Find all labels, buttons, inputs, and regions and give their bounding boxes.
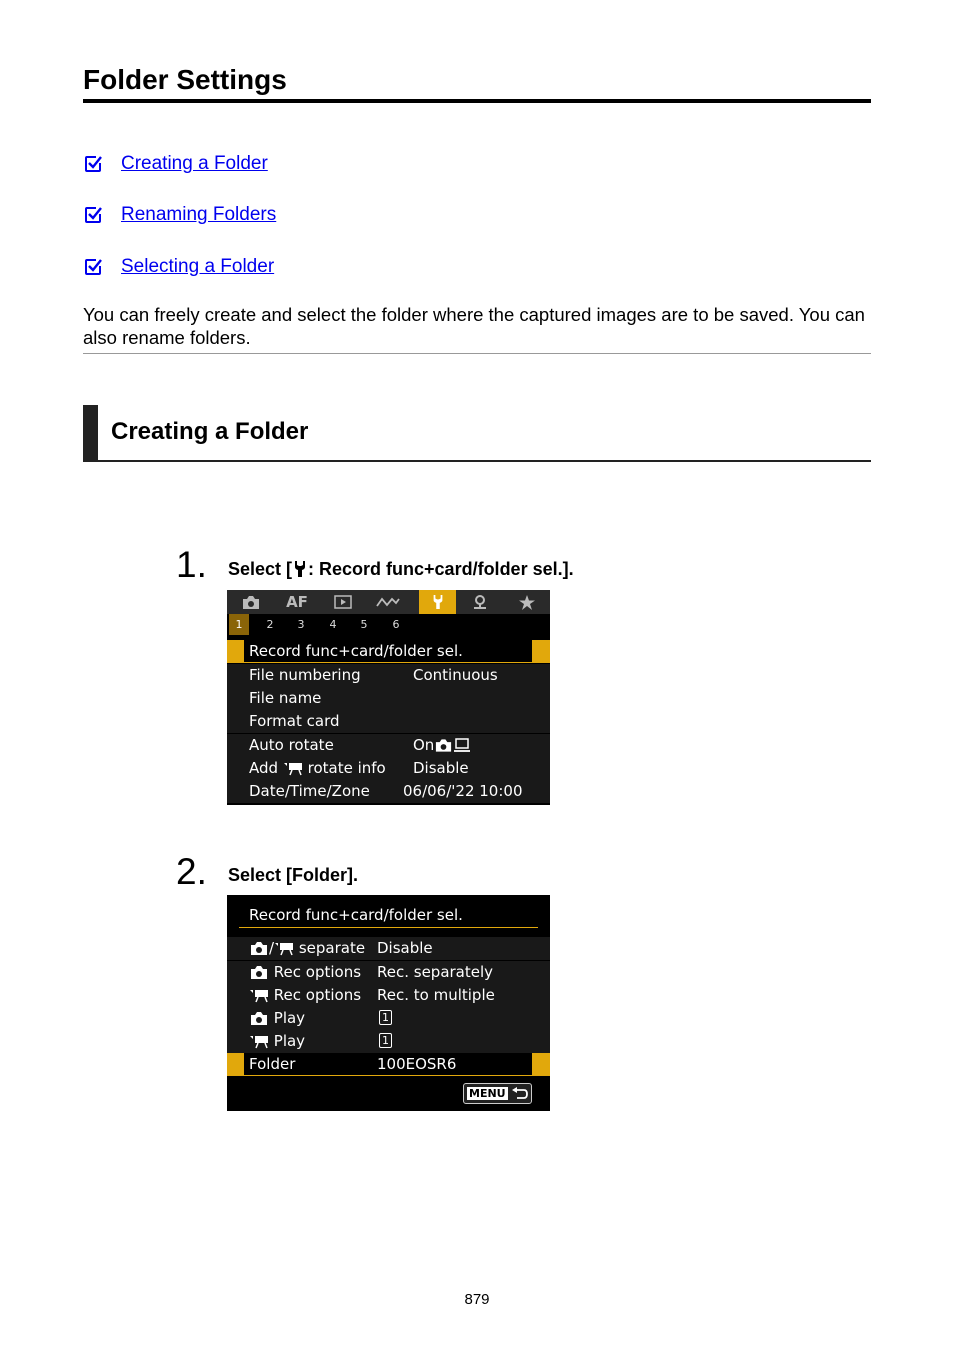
camera-menu-screen-2 xyxy=(227,895,550,1111)
tab-my-menu[interactable] xyxy=(512,590,542,614)
row-label: Folder xyxy=(249,1055,296,1073)
toc-item-selecting-folder[interactable] xyxy=(83,255,274,279)
screen-header: Record func+card/folder sel. xyxy=(249,906,463,924)
row-label-text: Rec options xyxy=(273,963,362,981)
menu-row-folder[interactable] xyxy=(227,1053,550,1076)
menu-row-file-numbering[interactable] xyxy=(227,664,550,687)
toc-link[interactable]: Creating a Folder xyxy=(121,153,268,174)
step-instruction xyxy=(228,559,574,580)
menu-row-movie-play[interactable] xyxy=(227,1030,550,1053)
computer-icon xyxy=(453,738,471,753)
toc-item-creating-folder[interactable] xyxy=(83,152,268,176)
camera-icon xyxy=(241,595,261,610)
wrench-icon xyxy=(431,594,445,610)
movie-icon xyxy=(249,1034,269,1049)
subtab-4[interactable]: 4 xyxy=(329,618,337,631)
camera-icon xyxy=(249,941,269,956)
row-label-text: separate xyxy=(298,939,366,957)
menu-button-label: MENU xyxy=(469,1087,506,1100)
row-value: Disable xyxy=(413,759,469,777)
row-label-text: Play xyxy=(273,1032,306,1050)
card-slot-badge: 1 xyxy=(379,1033,392,1048)
section-title: Creating a Folder xyxy=(111,418,309,445)
intro-rule xyxy=(83,353,871,354)
camera-icon xyxy=(249,1011,269,1026)
menu-row-record-func[interactable] xyxy=(227,640,550,663)
row-label xyxy=(249,1032,305,1050)
row-value xyxy=(413,736,471,754)
step-text-after: : Record func+card/folder sel.]. xyxy=(308,559,574,579)
menu-row-photo-play[interactable] xyxy=(227,1007,550,1030)
menu-row-photo-rec-options[interactable] xyxy=(227,961,550,984)
playback-icon xyxy=(334,595,352,609)
tab-playback[interactable] xyxy=(329,590,357,614)
menu-tab-bar xyxy=(227,590,550,614)
row-label xyxy=(249,963,361,981)
toc-link[interactable]: Selecting a Folder xyxy=(121,256,275,277)
menu-row-format-card[interactable] xyxy=(227,710,550,733)
row-label: File numbering xyxy=(249,666,361,684)
menu-row-add-rotate-info[interactable] xyxy=(227,757,550,780)
tab-custom-functions[interactable] xyxy=(373,590,403,614)
star-icon xyxy=(519,595,535,610)
movie-icon xyxy=(249,988,269,1003)
row-value: Rec. separately xyxy=(377,963,494,981)
page-number: 879 xyxy=(464,1291,490,1308)
row-label: Format card xyxy=(249,712,340,730)
menu-back-button[interactable] xyxy=(463,1083,532,1104)
row-label: Auto rotate xyxy=(249,736,334,754)
section-bar xyxy=(83,405,98,462)
section-rule xyxy=(83,460,871,462)
title-rule xyxy=(83,99,871,103)
row-value: 06/06/'22 10:00 xyxy=(403,782,523,800)
checkbox-icon xyxy=(83,257,103,277)
custom-camera-icon xyxy=(471,594,489,610)
row-label: File name xyxy=(249,689,322,707)
camera-icon xyxy=(249,965,269,980)
card-slot-badge: 1 xyxy=(379,1010,392,1025)
tab-af[interactable]: AF xyxy=(286,593,308,611)
row-value: 100EOSR6 xyxy=(377,1055,457,1073)
auto-rotate-value: On xyxy=(413,736,435,754)
menu-row-auto-rotate[interactable] xyxy=(227,734,550,757)
row-label: Date/Time/Zone xyxy=(249,782,370,800)
camera-menu-screen-1 xyxy=(227,590,550,805)
header-underline xyxy=(239,927,538,928)
tab-custom[interactable] xyxy=(465,590,495,614)
row-label: / separate xyxy=(249,939,365,957)
camera-icon xyxy=(434,738,453,753)
return-arrow-icon xyxy=(511,1087,529,1101)
menu-row-separate[interactable] xyxy=(227,937,550,960)
subtab-3[interactable]: 3 xyxy=(297,618,305,631)
row-label: Record func+card/folder sel. xyxy=(249,642,463,660)
subtab-5[interactable]: 5 xyxy=(360,618,368,631)
row-value: Rec. to multiple xyxy=(377,986,495,1004)
row-label xyxy=(249,1009,305,1027)
toc-link[interactable]: Renaming Folders xyxy=(121,204,277,225)
tab-shooting[interactable] xyxy=(237,590,265,614)
menu-row-movie-rec-options[interactable] xyxy=(227,984,550,1007)
row-label-text: Play xyxy=(273,1009,306,1027)
row-label xyxy=(249,759,386,777)
wrench-icon xyxy=(292,560,308,578)
step-instruction: Select [Folder]. xyxy=(228,865,359,885)
menu-row-date-time[interactable] xyxy=(227,780,550,803)
movie-icon xyxy=(283,761,303,776)
row-value: Continuous xyxy=(413,666,498,684)
checkbox-icon xyxy=(83,205,103,225)
checkbox-icon xyxy=(83,154,103,174)
movie-icon xyxy=(274,941,294,956)
row-label-text: Rec options xyxy=(273,986,362,1004)
row-label xyxy=(249,986,361,1004)
row-label-suffix: rotate info xyxy=(307,759,386,777)
subtab-6[interactable]: 6 xyxy=(392,618,400,631)
step-number: 1. xyxy=(176,544,207,585)
step-text-before: Select [ xyxy=(228,559,293,579)
step-number: 2. xyxy=(176,851,207,892)
menu-subtab-bar xyxy=(227,614,550,635)
row-value: Disable xyxy=(377,939,433,957)
toc-item-renaming-folders[interactable] xyxy=(83,203,276,227)
page-title: Folder Settings xyxy=(83,64,287,95)
menu-row-file-name[interactable] xyxy=(227,687,550,710)
row-label-prefix: Add xyxy=(249,759,279,777)
subtab-2[interactable]: 2 xyxy=(266,618,274,631)
wave-icon xyxy=(376,596,400,608)
subtab-1[interactable]: 1 xyxy=(229,614,249,635)
tab-setup[interactable] xyxy=(419,590,456,614)
intro-paragraph: You can freely create and select the folder where the captured images are to be saved. You can also rename folders. xyxy=(83,304,865,348)
